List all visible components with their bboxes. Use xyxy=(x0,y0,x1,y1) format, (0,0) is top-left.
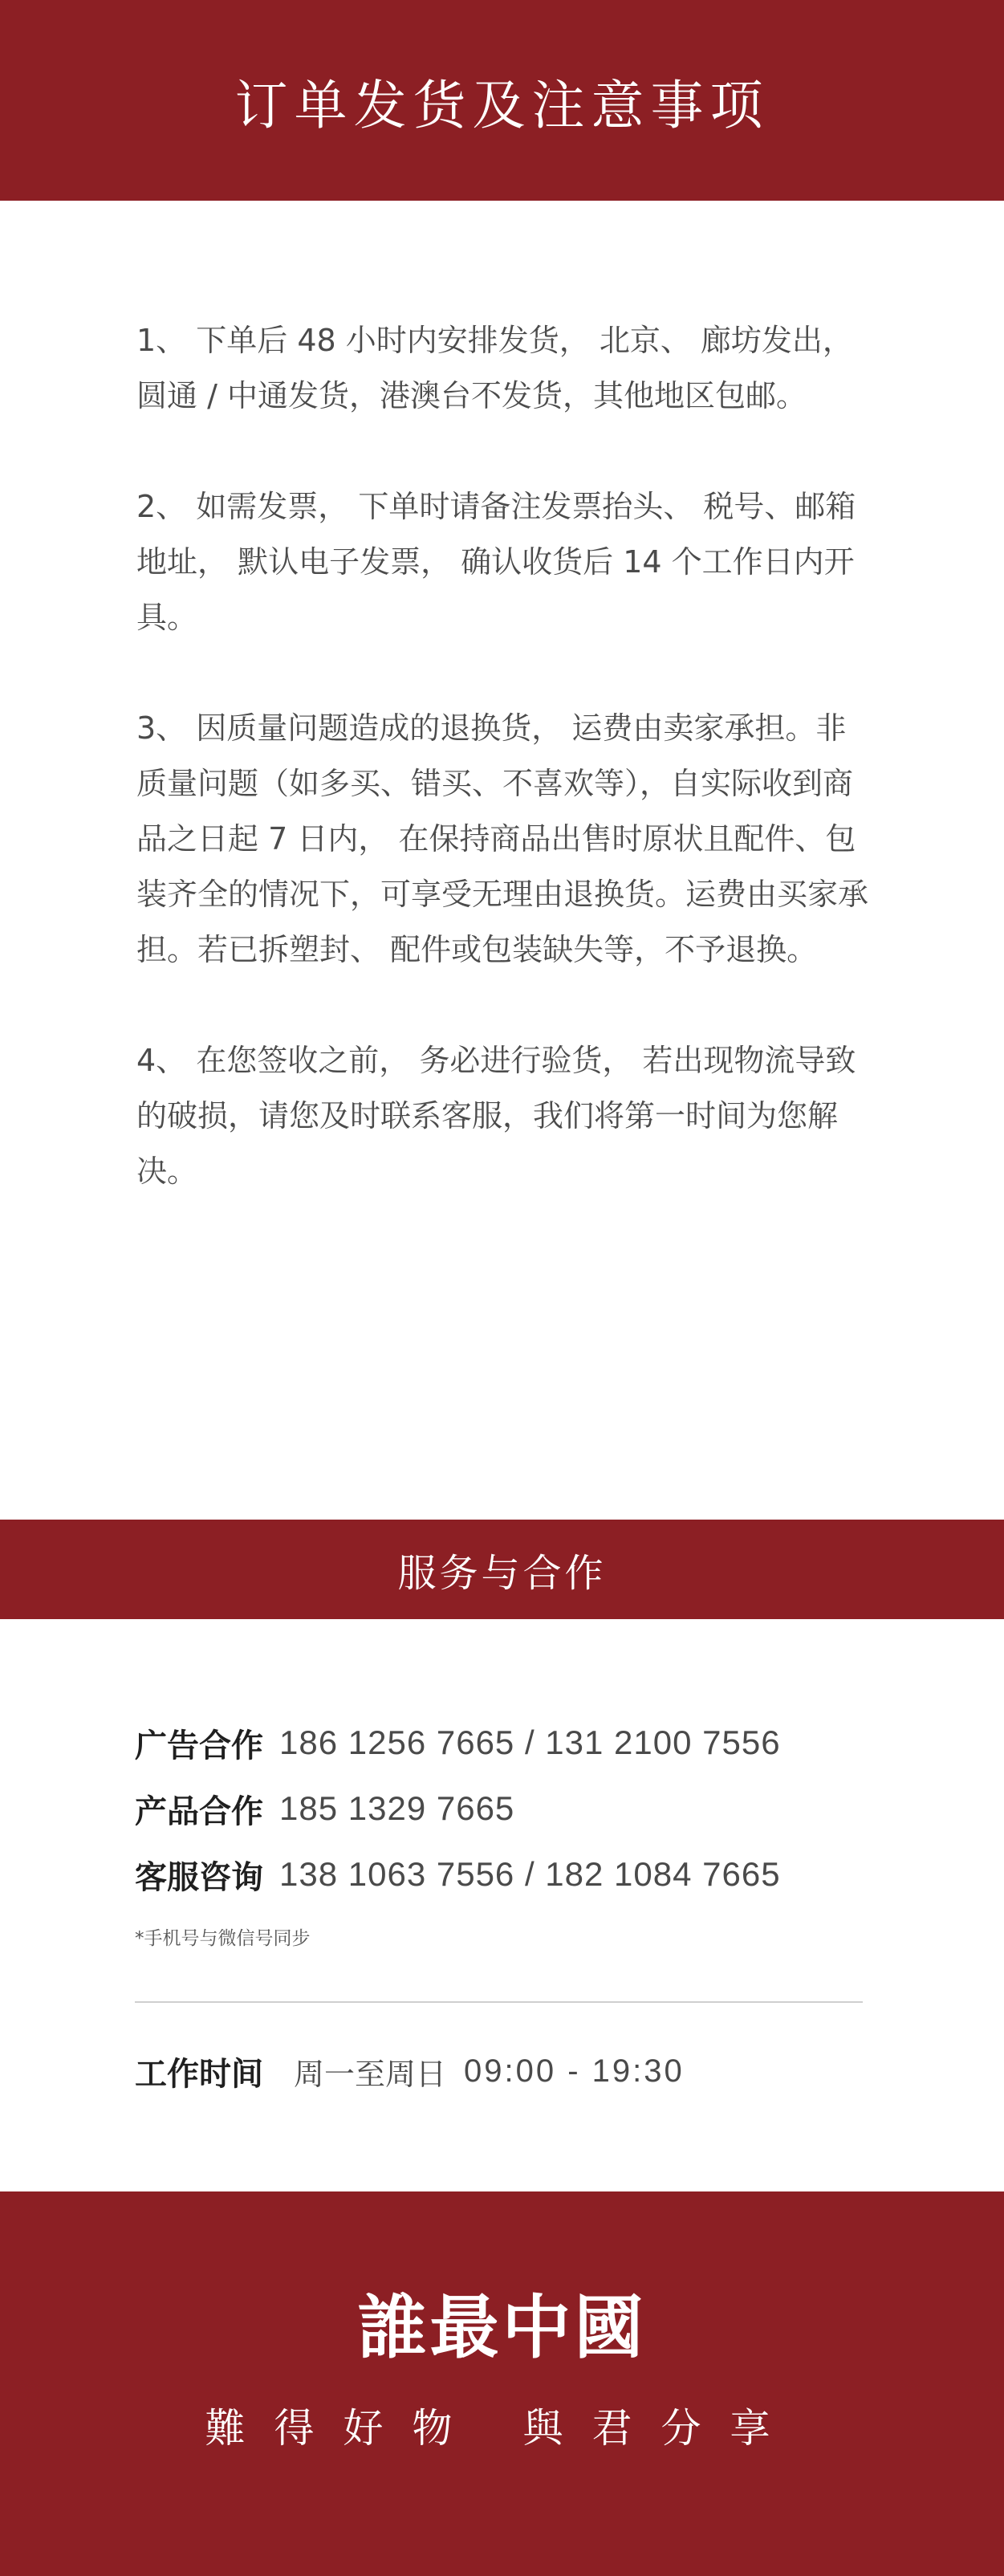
footer-banner xyxy=(0,2191,1004,2576)
divider xyxy=(135,2001,863,2003)
note-item: 4、 在您签收之前， 务必进行验货， 若出现物流导致的破损，请您及时联系客服，我们将第一时间为您解决。 xyxy=(136,1043,856,1189)
contact-row-ads xyxy=(135,1710,873,1776)
contact-list xyxy=(135,1710,873,1950)
service-section-bar xyxy=(0,1520,1004,1619)
contact-row-product xyxy=(135,1776,873,1841)
page-title: 订单发货及注意事项 xyxy=(234,74,770,136)
header-banner xyxy=(0,0,1004,201)
service-section-title: 服务与合作 xyxy=(397,1550,607,1596)
contact-phone[interactable]: 186 1256 7665 / 131 2100 7556 xyxy=(279,1723,781,1761)
note-item: 1、 下单后 48 小时内安排发货， 北京、 廊坊发出，圆通 / 中通发货，港澳台不发货，其他地区包邮。 xyxy=(136,323,853,413)
wechat-sync-note: *手机号与微信号同步 xyxy=(135,1928,311,1949)
working-hours xyxy=(135,2043,685,2099)
contact-label: 客服咨询 xyxy=(135,1858,263,1896)
brand-slogan: 難得好物 與君分享 xyxy=(205,2405,799,2452)
brand-logo: 誰最中國 xyxy=(357,2287,647,2368)
contact-row-support xyxy=(135,1841,873,1907)
contact-phone[interactable]: 185 1329 7665 xyxy=(279,1789,515,1827)
working-time: 09:00 - 19:30 xyxy=(464,2053,685,2089)
contact-label: 产品合作 xyxy=(135,1793,263,1830)
note-item: 3、 因质量问题造成的退换货， 运费由卖家承担。非质量问题（如多买、错买、不喜欢等），自实际收到商品之日起 7 日内， 在保持商品出售时原状且配件、包装齐全的情况下，可享受无理由退换货。运费由买家承担。若已拆塑封、 配件或包装缺失等，不予退换。 xyxy=(136,710,869,967)
working-days: 周一至周日 xyxy=(294,2056,447,2092)
contact-label: 广告合作 xyxy=(135,1727,263,1764)
notes-list xyxy=(136,313,871,1255)
working-hours-label: 工作时间 xyxy=(135,2055,263,2093)
contact-phone[interactable]: 138 1063 7556 / 182 1084 7665 xyxy=(279,1855,781,1893)
note-item: 2、 如需发票， 下单时请备注发票抬头、 税号、邮箱地址， 默认电子发票， 确认收货后 14 个工作日内开具。 xyxy=(136,489,856,635)
